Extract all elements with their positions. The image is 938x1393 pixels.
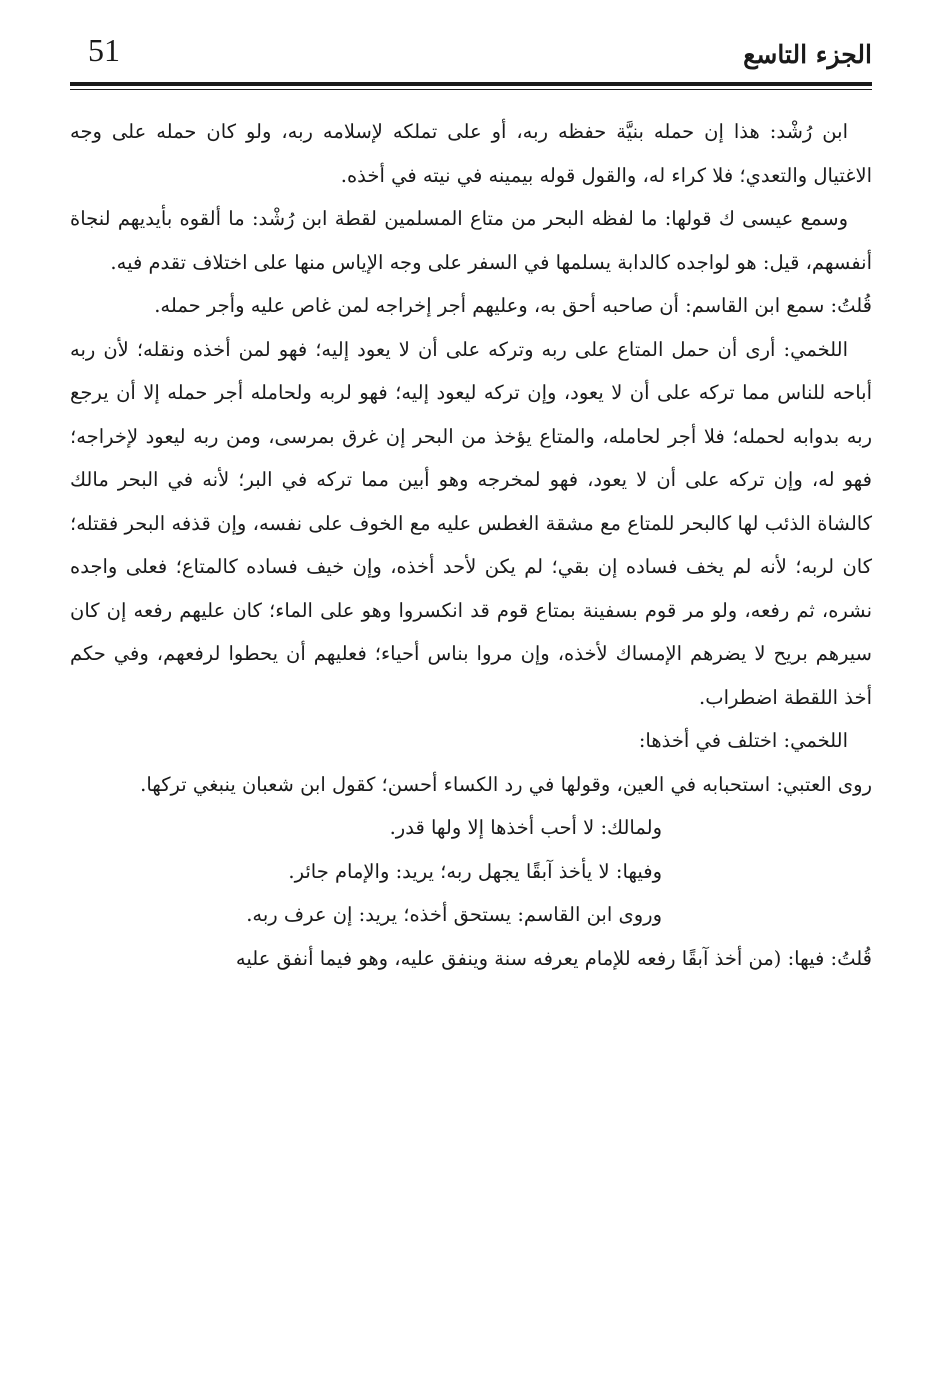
- paragraph: ابن رُشْد: هذا إن حمله بنيَّة حفظه ربه، أو على تملكه لإسلامه ربه، ولو كان حمله على وجه الاغتيال والتعدي؛ فلا كراء له، والقول قوله بيمينه في نيته في أخذه.: [70, 120, 872, 187]
- paragraph: وروى ابن القاسم: يستحق أخذه؛ يريد: إن عرف ربه.: [246, 903, 662, 926]
- paragraph: روى العتبي: استحبابه في العين، وقولها في رد الكساء أحسن؛ كقول ابن شعبان ينبغي تركها.: [140, 772, 872, 796]
- paragraph: وسمع عيسى ك قولها: ما لفظه البحر من متاع المسلمين لقطة ابن رُشْد: ما ألقوه بأيديهم لنجاة أنفسهم، قيل: هو لواجده كالدابة يسلمها في السفر على وجه الإياس منها على اختلاف تقدم فيه.: [70, 207, 872, 274]
- page-header: [70, 24, 872, 88]
- document-page: [70, 24, 872, 1374]
- paragraph: قُلتُ: سمع ابن القاسم: أن صاحبه أحق به، وعليهم أجر إخراجه لمن غاص عليه وأجر حمله.: [154, 294, 872, 317]
- header-rule-thin: [70, 89, 872, 90]
- page-number: 51: [88, 32, 120, 68]
- paragraph: اللخمي: اختلف في أخذها:: [638, 729, 848, 752]
- paragraph: اللخمي: أرى أن حمل المتاع على ربه وتركه على أن لا يعود إليه؛ فهو لمن أخذه ونقله؛ لأن ربه أباحه للناس مما تركه على أن لا يعود، وإن تركه ليعود إليه؛ فهو لربه ولحامله أجر حمله إلا أن يرجع ربه بدوابه لحمله؛ فلا أجر لحامله، والمتاع يؤخذ من البحر إن غرق بمرسى، ومن ربه ليعود لإخراجه؛ فهو له، وإن تركه على أن لا يعود، فهو لمخرجه وهو أبين مما تركه في البر؛ لأنه في البحر مالك كالشاة الذئب لها كالبحر للمتاع مع مشقة الغطس عليه مع الخوف على نفسه، وإن قذفه البحر فقتله؛ كان لربه؛ لأنه لم يخف فساده إن بقي؛ لم يكن لأحد أخذه، وإن خيف فساده كالمتاع؛ فعلى واجده نشره، ثم رفعه، ولو مر قوم بسفينة بمتاع قوم قد انكسروا وهو على الماء؛ كان عليهم رفعه إن كان سيرهم بريح لا يضرهم الإمساك لأخذه، وإن مروا بناس أحياء؛ فعليهم أن يحطوا لرفعهم، وفي حكم أخذ اللقطة اضطراب.: [70, 337, 872, 709]
- paragraph: وفيها: لا يأخذ آبقًا يجهل ربه؛ يريد: والإمام جائر.: [288, 859, 662, 883]
- body-text: [70, 110, 872, 980]
- running-head: الجزء التاسع: [743, 40, 872, 69]
- header-rule-thick: [70, 82, 872, 86]
- paragraph: قُلتُ: فيها: (من أخذ آبقًا رفعه للإمام يعرفه سنة وينفق عليه، وهو فيما أنفق عليه: [235, 946, 872, 970]
- paragraph: ولمالك: لا أحب أخذها إلا ولها قدر.: [389, 816, 662, 839]
